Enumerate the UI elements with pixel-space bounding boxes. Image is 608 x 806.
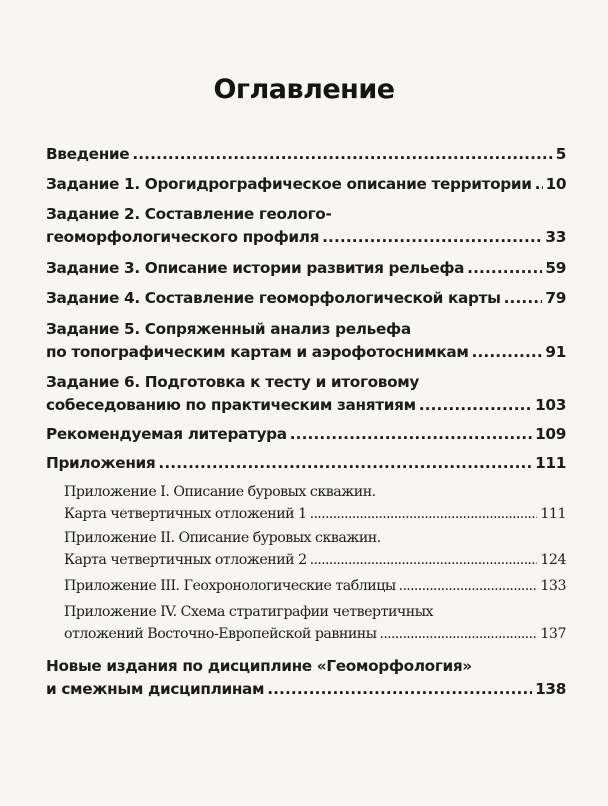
toc-entry-title: Карта четвертичных отложений 1 — [64, 506, 307, 522]
toc-entry-line — [64, 503, 566, 525]
toc-entry-title: Приложение III. Геохронологические таблицы — [64, 578, 396, 594]
dot-leader — [504, 287, 543, 310]
toc-page-number: 59 — [545, 259, 566, 277]
page-title: Оглавление — [213, 74, 395, 105]
toc-entry-title: Задание 4. Составление геоморфологической карты — [46, 289, 501, 307]
toc-entry-line — [46, 678, 566, 701]
dot-leader — [399, 575, 538, 597]
toc-page-number: 111 — [535, 454, 566, 472]
toc-page-number: 5 — [555, 145, 566, 163]
toc-entry-line — [46, 257, 566, 280]
dot-leader — [158, 452, 532, 475]
toc-entry-line — [46, 655, 566, 678]
toc-entry[interactable] — [46, 143, 566, 166]
toc-page-number: 10 — [545, 175, 567, 193]
toc-entry-line — [46, 173, 566, 196]
toc-entry-title: геоморфологического профиля — [46, 228, 320, 246]
toc-entry-line — [64, 601, 566, 623]
dot-leader — [290, 423, 532, 446]
toc-entry-title: Приложения — [46, 454, 156, 472]
toc-entry[interactable] — [46, 371, 566, 417]
toc-entry-title: по топографическим картам и аэрофотоснимкам — [46, 343, 469, 361]
dot-leader — [310, 549, 538, 571]
toc-entry[interactable] — [46, 287, 566, 310]
toc-entry-line — [46, 394, 566, 417]
toc-page-number: 103 — [535, 396, 566, 414]
toc-entry-line — [46, 143, 566, 166]
toc-entry-line — [46, 423, 566, 446]
toc-entry-title: собеседованию по практическим занятиям — [46, 396, 416, 414]
toc-entry[interactable] — [46, 257, 566, 280]
toc-entry-title: Рекомендуемая литература — [46, 425, 287, 443]
toc-entry-line — [46, 226, 566, 249]
toc-entry[interactable] — [46, 423, 566, 446]
toc-page-number: 111 — [540, 506, 566, 522]
dot-leader — [467, 257, 542, 280]
toc-page-number: 124 — [540, 552, 566, 568]
toc-entry-title: Новые издания по дисциплине «Геоморфология» — [46, 657, 472, 675]
dot-leader — [419, 394, 532, 417]
toc-entry-line — [46, 287, 566, 310]
toc-entry-title: Введение — [46, 145, 130, 163]
toc-entry-line — [64, 549, 566, 571]
toc-entry-title: Приложение I. Описание буровых скважин. — [64, 484, 376, 500]
toc-entry-line — [64, 575, 566, 597]
toc-entry-title: Приложение II. Описание буровых скважин. — [64, 530, 381, 546]
toc-page-number: 133 — [540, 578, 566, 594]
toc-entry[interactable] — [46, 655, 566, 701]
toc-entry-line — [64, 481, 566, 503]
toc-entry[interactable] — [46, 452, 566, 475]
toc-entry-line — [46, 341, 566, 364]
dot-leader — [267, 678, 532, 701]
toc-entry-line — [64, 623, 566, 645]
toc-page-number: 137 — [540, 626, 566, 642]
toc-entry-title: и смежным дисциплинам — [46, 680, 265, 698]
toc-entry[interactable] — [46, 318, 566, 364]
toc-entry[interactable] — [46, 203, 566, 249]
dot-leader — [310, 503, 538, 525]
toc-page-number: 91 — [545, 343, 566, 361]
toc-page-number: 138 — [535, 680, 566, 698]
dot-leader — [322, 226, 542, 249]
toc-entry-line — [46, 203, 566, 226]
toc-entry-line — [64, 527, 566, 549]
toc-entry-line — [46, 452, 566, 475]
toc-entry[interactable] — [46, 481, 566, 525]
toc-page-number: 79 — [545, 289, 566, 307]
dot-leader — [535, 173, 543, 196]
toc-page-number: 109 — [535, 425, 566, 443]
dot-leader — [132, 143, 552, 166]
toc-page-number: 33 — [545, 228, 566, 246]
table-of-contents — [46, 143, 566, 701]
toc-entry-title: Задание 6. Подготовка к тесту и итоговому — [46, 373, 420, 391]
dot-leader — [472, 341, 543, 364]
toc-entry[interactable] — [46, 601, 566, 645]
toc-entry-title: Задание 2. Составление геолого- — [46, 205, 332, 223]
toc-entry[interactable] — [46, 173, 566, 196]
toc-entry-title: Задание 3. Описание истории развития рельефа — [46, 259, 465, 277]
toc-entry[interactable] — [46, 575, 566, 597]
toc-entry-line — [46, 371, 566, 394]
toc-entry-title: Приложение IV. Схема стратиграфии четвертичных — [64, 604, 434, 620]
dot-leader — [380, 623, 538, 645]
toc-entry-line — [46, 318, 566, 341]
toc-entry-title: Задание 1. Орогидрографическое описание территории — [46, 175, 532, 193]
toc-entry[interactable] — [46, 527, 566, 571]
toc-entry-title: отложений Восточно-Европейской равнины — [64, 626, 377, 642]
toc-entry-title: Карта четвертичных отложений 2 — [64, 552, 307, 568]
toc-entry-title: Задание 5. Сопряженный анализ рельефа — [46, 320, 411, 338]
